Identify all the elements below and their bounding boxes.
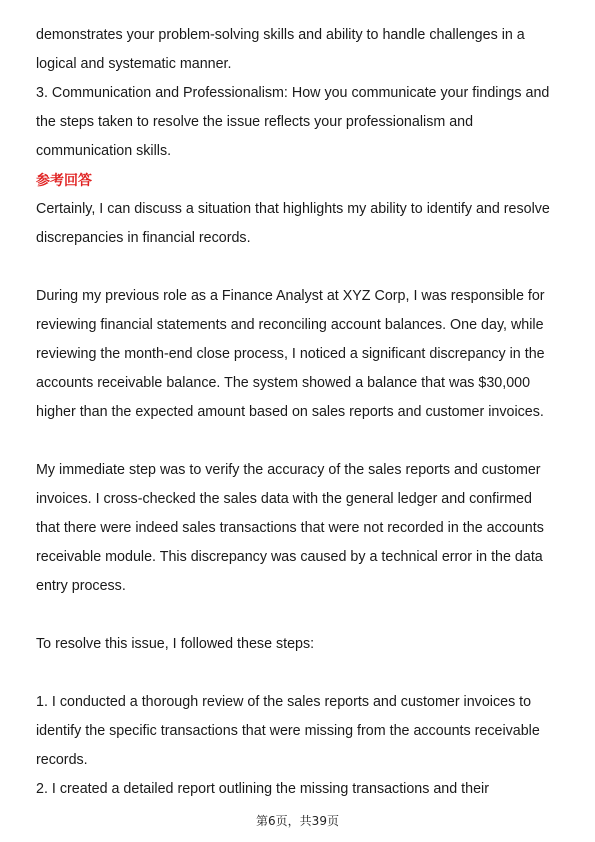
text-line: 1. I conducted a thorough review of the sales reports and customer invoices to xyxy=(36,694,532,710)
text-line: higher than the expected amount based on sales reports and customer invoices. xyxy=(36,404,544,420)
paragraph-gap xyxy=(36,427,560,456)
text-line: that there were indeed sales transactions that were not recorded in the accounts xyxy=(36,520,544,536)
text-line: receivable module. This discrepancy was caused by a technical error in the data xyxy=(36,549,543,565)
text-line: To resolve this issue, I followed these steps: xyxy=(36,636,315,652)
text-line: 3. Communication and Professionalism: How you communicate your findings and xyxy=(36,85,550,101)
text-line: records. xyxy=(36,752,88,768)
text-line: accounts receivable balance. The system showed a balance that was $30,000 xyxy=(36,375,531,391)
text-line: invoices. I cross-checked the sales data with the general ledger and confirmed xyxy=(36,491,532,507)
text-line: reviewing the month-end close process, I noticed a significant discrepancy in the xyxy=(36,346,545,362)
document-body xyxy=(36,21,560,804)
text-line: reviewing financial statements and reconciling account balances. One day, while xyxy=(36,317,544,333)
answer-heading: 参考回答 xyxy=(36,172,92,188)
text-line: 2. I created a detailed report outlining the missing transactions and their xyxy=(36,781,489,797)
text-line: logical and systematic manner. xyxy=(36,56,232,72)
text-line: identify the specific transactions that were missing from the accounts receivable xyxy=(36,723,540,739)
paragraph-gap xyxy=(36,253,560,282)
paragraph-gap xyxy=(36,659,560,688)
text-line: My immediate step was to verify the accuracy of the sales reports and customer xyxy=(36,462,541,478)
text-line: Certainly, I can discuss a situation that highlights my ability to identify and resolve xyxy=(36,201,550,217)
text-line: the steps taken to resolve the issue reflects your professionalism and xyxy=(36,114,474,130)
text-line: entry process. xyxy=(36,578,126,594)
paragraph-gap xyxy=(36,601,560,630)
text-line: discrepancies in financial records. xyxy=(36,230,251,246)
text-line: communication skills. xyxy=(36,143,172,159)
text-line: During my previous role as a Finance Analyst at XYZ Corp, I was responsible for xyxy=(36,288,545,304)
text-line: demonstrates your problem-solving skills and ability to handle challenges in a xyxy=(36,27,525,43)
page-footer: 第6页，共39页 xyxy=(256,814,339,828)
